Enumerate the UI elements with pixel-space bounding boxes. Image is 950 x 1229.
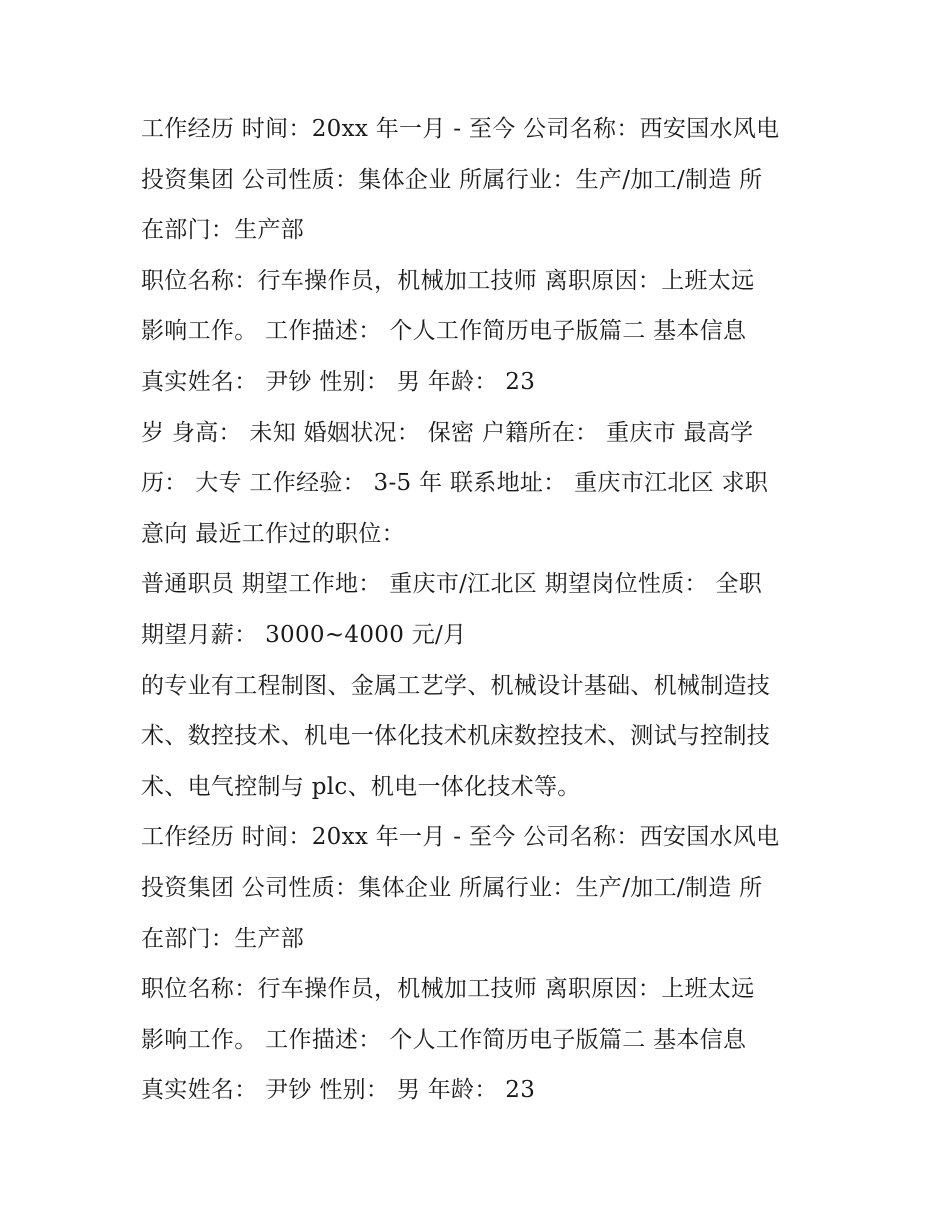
text-line: 投资集团 公司性质：集体企业 所属行业：生产/加工/制造 所: [141, 874, 763, 901]
text-line: 真实姓名： 尹钞 性别： 男 年龄： 23: [141, 1077, 536, 1104]
text-line: 历： 大专 工作经验： 3-5 年 联系地址： 重庆市江北区 求职: [141, 470, 769, 497]
text-line: 投资集团 公司性质：集体企业 所属行业：生产/加工/制造 所: [141, 166, 763, 193]
text-line: 真实姓名： 尹钞 性别： 男 年龄： 23: [141, 368, 536, 395]
text-line: 术、电气控制与 plc、机电一体化技术等。: [141, 773, 581, 800]
text-line: 职位名称：行车操作员，机械加工技师 离职原因：上班太远: [141, 267, 755, 294]
text-line: 职位名称：行车操作员，机械加工技师 离职原因：上班太远: [141, 976, 755, 1003]
text-line: 岁 身高： 未知 婚姻状况： 保密 户籍所在： 重庆市 最高学: [141, 419, 754, 446]
text-line: 普通职员 期望工作地： 重庆市/江北区 期望岗位性质： 全职: [141, 571, 762, 598]
document-body: [141, 104, 821, 1116]
text-line: 意向 最近工作过的职位：: [141, 520, 405, 547]
text-line: 工作经历 时间：20xx 年一月 - 至今 公司名称：西安国水风电: [141, 824, 780, 851]
text-line: 术、数控技术、机电一体化技术机床数控技术、测试与控制技: [141, 723, 771, 750]
text-line: 的专业有工程制图、金属工艺学、机械设计基础、机械制造技: [141, 672, 771, 699]
text-line: 在部门：生产部: [141, 217, 305, 244]
text-line: 期望月薪： 3000~4000 元/月: [141, 621, 467, 648]
text-line: 工作经历 时间：20xx 年一月 - 至今 公司名称：西安国水风电: [141, 116, 780, 142]
text-line: 在部门：生产部: [141, 925, 305, 952]
text-line: 影响工作。 工作描述： 个人工作简历电子版篇二 基本信息: [141, 318, 747, 345]
text-line: 影响工作。 工作描述： 个人工作简历电子版篇二 基本信息: [141, 1026, 747, 1053]
